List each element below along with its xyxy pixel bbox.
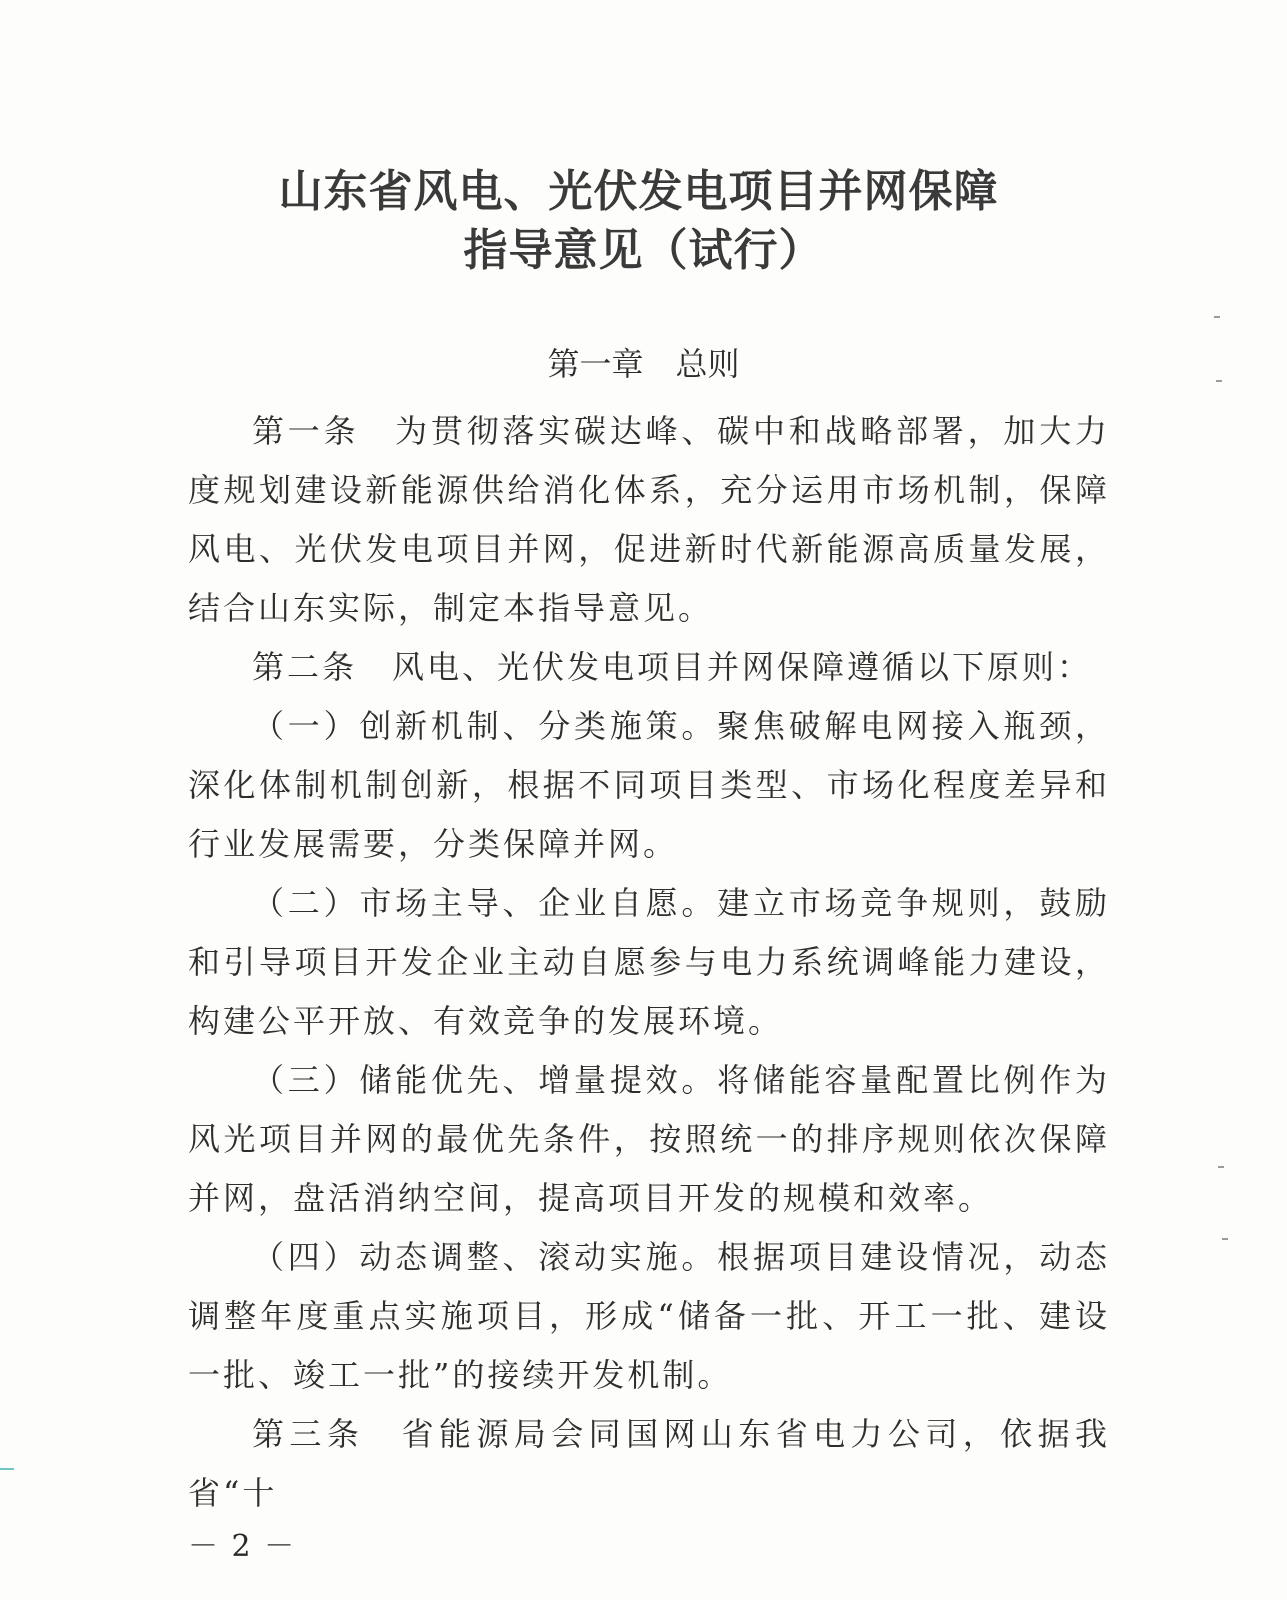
article-2-paragraph	[188, 638, 1110, 697]
scan-speck	[1216, 380, 1222, 382]
principle-2-text: 市场主导、企业自愿。建立市场竞争规则，鼓励和引导项目开发企业主动自愿参与电力系统调峰能力建设，构建公平开放、有效竞争的发展环境。	[188, 884, 1110, 1040]
document-body	[188, 402, 1110, 1523]
article-1-lead: 第一条	[252, 412, 396, 450]
principle-1-lead: （一）	[252, 707, 360, 745]
principle-4-paragraph	[188, 1228, 1110, 1405]
article-3-lead: 第三条	[252, 1415, 402, 1453]
article-2-lead: 第二条	[252, 648, 393, 686]
binding-edge-mark	[0, 1468, 14, 1470]
principle-2-lead: （二）	[252, 884, 360, 922]
principle-3-text: 储能优先、增量提效。将储能容量配置比例作为风光项目并网的最优先条件，按照统一的排序规则依次保障并网，盘活消纳空间，提高项目开发的规模和效率。	[188, 1061, 1110, 1217]
chapter-heading: 第一章 总则	[547, 345, 740, 383]
article-3-paragraph	[188, 1405, 1110, 1523]
scan-speck	[1214, 316, 1220, 318]
page-number: － 2 －	[188, 1529, 297, 1564]
article-2-text: 风电、光伏发电项目并网保障遵循以下原则：	[392, 648, 1093, 686]
scan-speck	[1218, 1166, 1224, 1168]
scan-speck	[1222, 1238, 1228, 1240]
principle-4-text: 动态调整、滚动实施。根据项目建设情况，动态调整年度重点实施项目，形成“储备一批、开工一批、建设一批、竣工一批”的接续开发机制。	[188, 1238, 1110, 1394]
principle-3-lead: （三）	[252, 1061, 360, 1099]
principle-4-lead: （四）	[252, 1238, 360, 1276]
article-3-text: 省能源局会同国网山东省电力公司，依据我省“十	[188, 1415, 1110, 1512]
principle-1-text: 创新机制、分类施策。聚焦破解电网接入瓶颈，深化体制机制创新，根据不同项目类型、市场化程度差异和行业发展需要，分类保障并网。	[188, 707, 1110, 863]
article-1-paragraph	[188, 402, 1110, 638]
article-1-text: 为贯彻落实碳达峰、碳中和战略部署，加大力度规划建设新能源供给消化体系，充分运用市场机制，保障风电、光伏发电项目并网，促进新时代新能源高质量发展，结合山东实际，制定本指导意见。	[188, 412, 1110, 627]
principle-1-paragraph	[188, 697, 1110, 874]
principle-2-paragraph	[188, 874, 1110, 1051]
document-title-line-2: 指导意见（试行）	[463, 225, 824, 276]
document-title-line-1: 山东省风电、光伏发电项目并网保障	[278, 166, 999, 217]
principle-3-paragraph	[188, 1051, 1110, 1228]
